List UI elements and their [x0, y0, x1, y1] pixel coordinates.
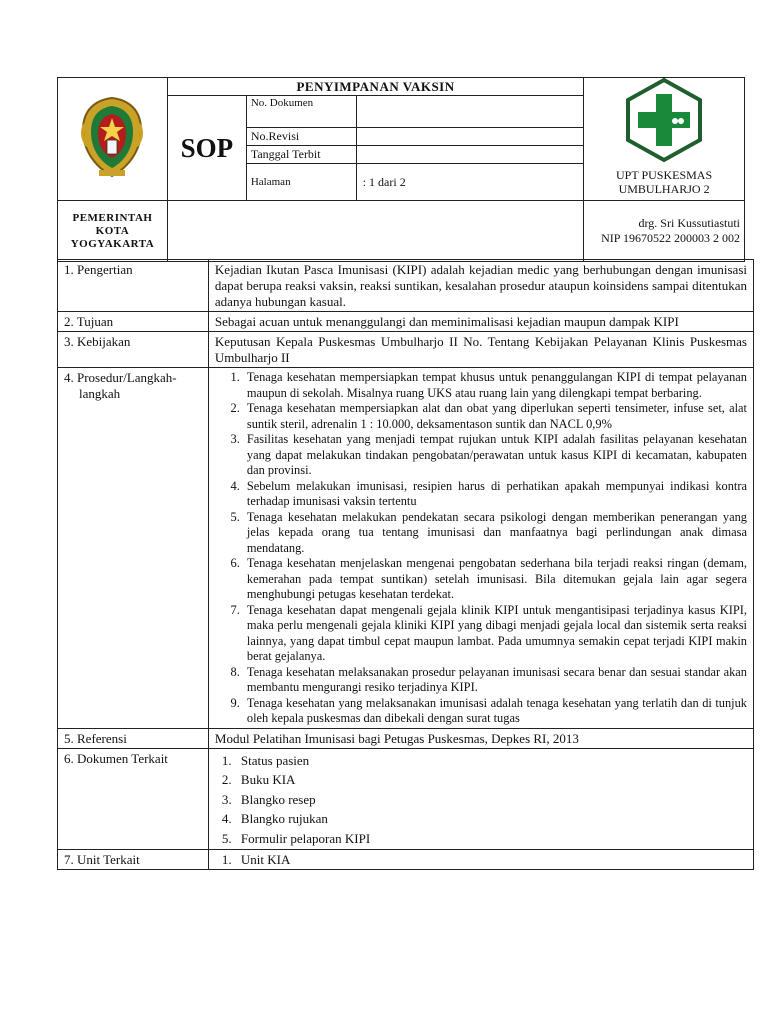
pemerintah-line3: YOGYAKARTA — [70, 237, 155, 250]
tujuan-label: 2. Tujuan — [58, 312, 209, 332]
dokumen-terkait-label: 6. Dokumen Terkait — [58, 748, 209, 850]
city-emblem-icon — [77, 94, 147, 180]
prosedur-step: 4. Sebelum melakukan imunisasi, resipien harus di perhatikan apakah mempunyai indikasi kontra terhadap imunisasi vaksin tertentu — [243, 479, 747, 510]
section-row-pengertian — [58, 260, 754, 312]
sop-content-table — [57, 259, 754, 870]
tanggal-terbit-label: Tanggal Terbit — [246, 146, 356, 164]
no-dokumen-value — [356, 96, 583, 128]
dokumen-terkait-cell — [208, 748, 753, 850]
prosedur-step: 5. Tenaga kesehatan melakukan pendekatan secara psikologi dengan memberikan penerangan yang jelas kepada orang tua tentang imunisasi dan manfaatnya bagi perlindungan anak dimasa mendatang. — [243, 510, 747, 557]
section-row-unit-terkait — [58, 850, 754, 870]
prosedur-step: 8. Tenaga kesehatan melaksanakan prosedur pelayanan imunisasi secara benar dan sesuai standar akan membantu mengurangi resiko terjadinya KIPI. — [243, 665, 747, 696]
tanggal-terbit-value — [356, 146, 583, 164]
prosedur-label-line2: langkah — [79, 386, 121, 401]
section-row-prosedur — [58, 368, 754, 729]
section-row-referensi — [58, 728, 754, 748]
kepala-name: drg. Sri Kussutiastuti — [638, 216, 740, 230]
prosedur-step: 1. Tenaga kesehatan mempersiapkan tempat khusus untuk penanggulangan KIPI di tempat pelayanan maupun di sekolah. Misalnya ruang UKS atau ruang lain yang dilengkapi tempat berbaring. — [243, 370, 747, 401]
pemerintah-line1: PEMERINTAH — [72, 211, 153, 224]
dokumen-item: 5. Formulir pelaporan KIPI — [235, 829, 747, 849]
kebijakan-label: 3. Kebijakan — [58, 332, 209, 368]
prosedur-label-line1: 4. Prosedur/Langkah- — [64, 370, 177, 385]
dokumen-item: 2. Buku KIA — [235, 770, 747, 790]
dokumen-terkait-list — [215, 751, 747, 849]
sop-label: SOP — [167, 96, 246, 201]
prosedur-step: 6. Tenaga kesehatan menjelaskan mengenai pengobatan sederhana bila terjadi reaksi ringan (demam, kemerahan pada tempat suntikan) setelah imunisasi. Bila ditemukan gejala lain agar segera menghubungi petugas kesehatan terdekat. — [243, 556, 747, 603]
section-row-tujuan — [58, 312, 754, 332]
section-row-dokumen-terkait — [58, 748, 754, 850]
city-emblem-cell — [58, 78, 168, 201]
prosedur-step: 9. Tenaga kesehatan yang melaksanakan imunisasi adalah tenaga kesehatan yang terlatih dan di tunjuk oleh kepala puskesmas dan dibekali dengan surat tugas — [243, 696, 747, 727]
kebijakan-text: Keputusan Kepala Puskesmas Umbulharjo II No. Tentang Kebijakan Pelayanan Klinis Puskesmas Umbulharjo II — [208, 332, 753, 368]
puskesmas-name-line1: UPT PUSKESMAS — [616, 168, 713, 182]
prosedur-step: 7. Tenaga kesehatan dapat mengenali gejala klinik KIPI untuk mengantisipasi terjadinya kasus KIPI, maka perlu mengenali gejala kliniki KIPI yang dibagi menjadi gejala local dan sistemik serta reaksi lainnya, yang dapat timbul cepat maupun lambat. Pada umumnya semakin cepat terjadi KIPI makin berat gejalanya. — [243, 603, 747, 665]
dokumen-item: 1. Status pasien — [235, 751, 747, 771]
prosedur-step: 2. Tenaga kesehatan mempersiapkan alat dan obat yang diperlukan seperti tensimeter, infuse set, alat suntik steril, adrenalin 1 : 10.000, deksamentason suntik dan NACL 0,9% — [243, 401, 747, 432]
unit-item: 1. Unit KIA — [235, 852, 747, 868]
puskesmas-logo-icon — [622, 78, 706, 162]
no-dokumen-label: No. Dokumen — [246, 96, 356, 128]
unit-terkait-label: 7. Unit Terkait — [58, 850, 209, 870]
dokumen-item: 4. Blangko rujukan — [235, 809, 747, 829]
puskesmas-cell — [584, 78, 745, 201]
puskesmas-name-line2: UMBULHARJO 2 — [618, 182, 710, 196]
no-revisi-label: No.Revisi — [246, 128, 356, 146]
header-blank-cell — [167, 201, 583, 262]
prosedur-step: 3. Fasilitas kesehatan yang menjadi tempat rujukan untuk KIPI adalah fasilitas pelayanan kesehatan yang dapat melakukan tindakan pengobatan/perawatan untuk kasus KIPI di kecamatan, kabupaten dan provinsi. — [243, 432, 747, 479]
section-row-kebijakan — [58, 332, 754, 368]
sop-title: PENYIMPANAN VAKSIN — [167, 78, 583, 96]
dokumen-item: 3. Blangko resep — [235, 790, 747, 810]
no-revisi-value — [356, 128, 583, 146]
unit-terkait-cell — [208, 850, 753, 870]
pemerintah-line2: KOTA — [95, 224, 130, 237]
tujuan-text: Sebagai acuan untuk menanggulangi dan meminimalisasi kejadian maupun dampak KIPI — [208, 312, 753, 332]
prosedur-steps-list — [215, 370, 747, 727]
pemerintah-kota-cell — [58, 201, 168, 262]
prosedur-steps-cell — [208, 368, 753, 729]
pengertian-label: 1. Pengertian — [58, 260, 209, 312]
referensi-label: 5. Referensi — [58, 728, 209, 748]
unit-terkait-list — [215, 852, 747, 868]
halaman-label: Halaman — [246, 164, 356, 201]
referensi-text: Modul Pelatihan Imunisasi bagi Petugas Puskesmas, Depkes RI, 2013 — [208, 728, 753, 748]
kepala-nip: NIP 19670522 200003 2 002 — [601, 231, 740, 245]
halaman-value: : 1 dari 2 — [356, 164, 583, 201]
kepala-puskesmas-cell — [584, 201, 745, 262]
prosedur-label — [58, 368, 209, 729]
pengertian-text: Kejadian Ikutan Pasca Imunisasi (KIPI) adalah kejadian medic yang berhubungan dengan imunisasi dapat berupa reaksi vaksin, reaksi suntikan, kesalahan prosedur ataupun koinsidens sampai ditentukan adanya hubungan kasual. — [208, 260, 753, 312]
sop-header-table — [57, 77, 745, 262]
